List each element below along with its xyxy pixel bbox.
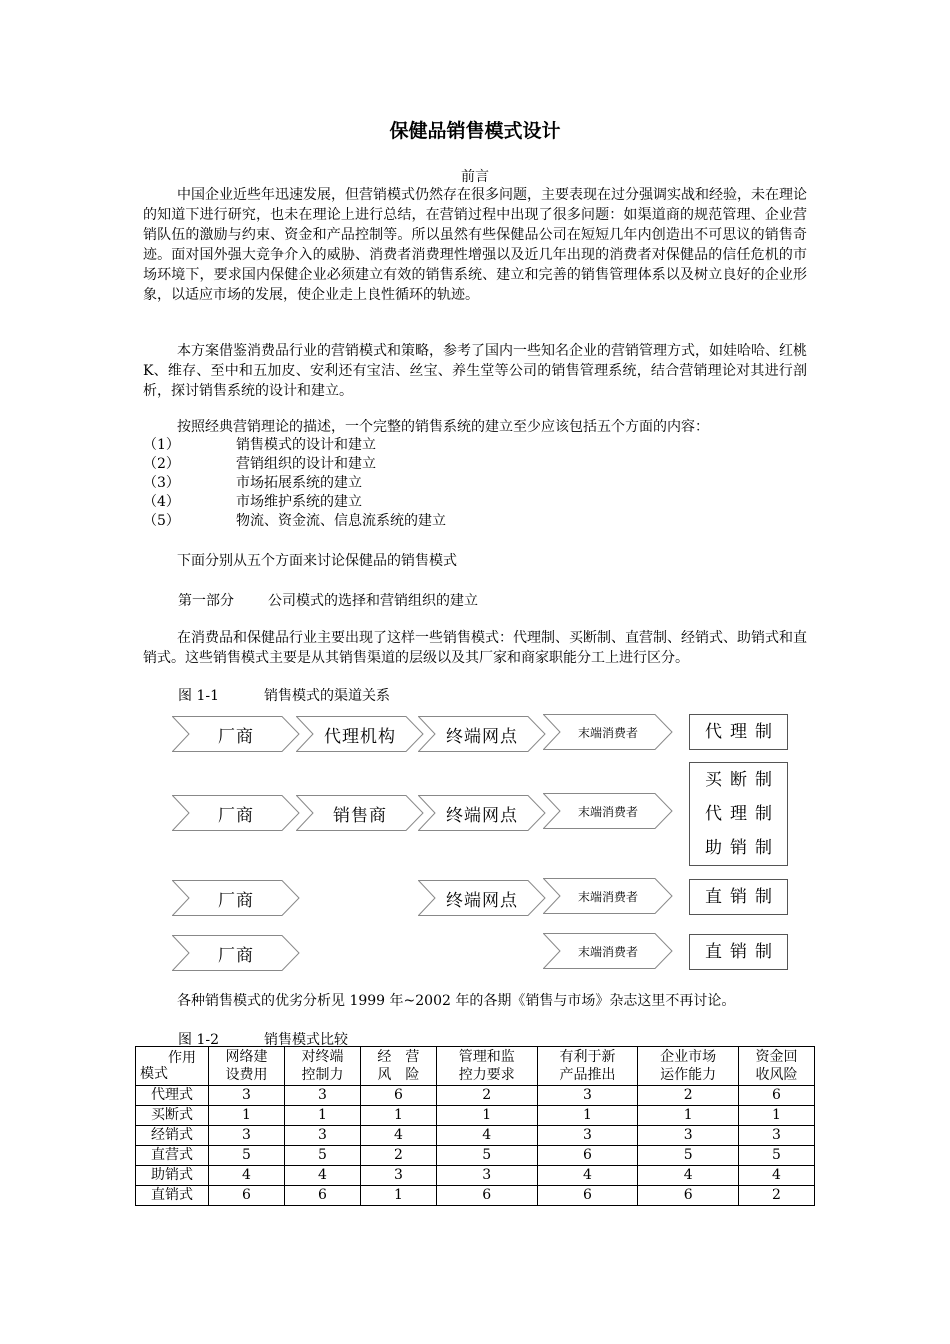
- chevron-label: 末端消费者: [577, 889, 638, 904]
- chevron-label: 代理机构: [324, 726, 396, 747]
- table-cell: 6: [537, 1146, 638, 1166]
- chevron-label: 终端网点: [446, 726, 518, 747]
- chevron-consumer: [543, 878, 673, 914]
- paragraph-reference-text: 各种销售模式的优劣分析见 1999 年~2002 年的各期《销售与市场》杂志这里不再讨论。: [177, 993, 736, 1009]
- table-cell: 2: [739, 1186, 815, 1206]
- table-header: 对终端 控制力: [284, 1047, 360, 1086]
- table-row: [136, 1166, 815, 1186]
- paragraph-reference: [143, 991, 823, 1011]
- paragraph-theory-text: 按照经典营销理论的描述，一个完整的销售系统的建立至少应该包括五个方面的内容：: [177, 419, 709, 435]
- table-cell: 4: [537, 1166, 638, 1186]
- model-label: 直销制: [705, 887, 780, 907]
- table-cell: 1: [360, 1186, 436, 1206]
- table-cell: 3: [537, 1126, 638, 1146]
- figure1-caption: [178, 685, 390, 705]
- list-text: 销售模式的设计和建立: [236, 437, 376, 453]
- chevron-label: 厂商: [218, 945, 254, 966]
- list-item: [143, 455, 376, 474]
- table-cell: 2: [638, 1086, 739, 1106]
- preface-heading: 前言: [461, 169, 489, 185]
- table-cell: 3: [209, 1126, 285, 1146]
- table-cell: 6: [284, 1186, 360, 1206]
- table-cell: 1: [436, 1106, 537, 1126]
- table-cell: 6: [537, 1186, 638, 1206]
- paragraph-approach: [143, 341, 807, 401]
- chevron-terminal: [418, 880, 546, 916]
- row-label: 直营式: [136, 1146, 209, 1166]
- model-label: 买断制: [705, 770, 780, 790]
- list-item: [143, 512, 446, 531]
- table-cell: 4: [360, 1126, 436, 1146]
- model-box-stack: [689, 762, 788, 866]
- table-cell: 5: [739, 1146, 815, 1166]
- chevron-label: 厂商: [218, 726, 254, 747]
- chevron-label: 厂商: [218, 805, 254, 826]
- list-number: （5）: [143, 513, 180, 529]
- table-header: 管理和监 控力要求: [436, 1047, 537, 1086]
- page-title: 保健品销售模式设计: [389, 120, 561, 142]
- section-title: 公司模式的选择和营销组织的建立: [268, 593, 478, 609]
- chevron-consumer: [543, 714, 673, 750]
- table-cell: 6: [638, 1186, 739, 1206]
- table-cell: 6: [436, 1186, 537, 1206]
- paragraph-intro-text: 中国企业近些年迅速发展，但营销模式仍然存在很多问题，主要表现在过分强调实战和经验，未在理论的知道下进行研究，也未在理论上进行总结，在营销过程中出现了很多问题：如渠道商的规范管理、企业营销队伍的激励与约束、资金和产品控制等。所以虽然有些保健品公司在短短几年内创造出不可思议的销售奇迹。面对国外强大竞争介入的威胁、消费者消费理性增强以及近几年出现的消费者对保健品的信任危机的市场环境下，要求国内保健企业必须建立有效的销售系统、建立和完善的销售管理体系以及树立良好的企业形象，以适应市场的发展，使企业走上良性循环的轨迹。: [143, 187, 807, 303]
- chevron-label: 终端网点: [446, 805, 518, 826]
- corner-bottom-label: 模式: [140, 1066, 168, 1082]
- table-row: [136, 1186, 815, 1206]
- table-header: 资金回 收风险: [739, 1047, 815, 1086]
- list-number: （2）: [143, 456, 180, 472]
- chevron-label: 末端消费者: [577, 725, 638, 740]
- chevron-manufacturer: [172, 716, 300, 752]
- paragraph-models-text: 在消费品和保健品行业主要出现了这样一些销售模式：代理制、买断制、直营制、经销式、助销式和直销式。这些销售模式主要是从其销售渠道的层级以及其厂家和商家职能分工上进行区分。: [143, 630, 807, 666]
- table-cell: 1: [209, 1106, 285, 1126]
- list-item: [143, 493, 362, 512]
- table-header: 企业市场 运作能力: [638, 1047, 739, 1086]
- paragraph-approach-text: 本方案借鉴消费品行业的营销模式和策略，参考了国内一些知名企业的营销管理方式，如娃哈哈、红桃K、维存、至中和五加皮、安利还有宝洁、丝宝、养生堂等公司的销售管理系统，结合营销理论对其进行剖析，探讨销售系统的设计和建立。: [143, 343, 807, 399]
- list-number: （3）: [143, 475, 180, 491]
- table-cell: 5: [436, 1146, 537, 1166]
- chevron-agent: [296, 716, 424, 752]
- row-label: 经销式: [136, 1126, 209, 1146]
- table-cell: 3: [209, 1086, 285, 1106]
- table-cell: 3: [537, 1086, 638, 1106]
- chevron-dealer: [296, 795, 424, 831]
- chevron-manufacturer: [172, 795, 300, 831]
- table-cell: 4: [209, 1166, 285, 1186]
- table-cell: 2: [436, 1086, 537, 1106]
- list-text: 市场拓展系统的建立: [236, 475, 362, 491]
- list-text: 市场维护系统的建立: [236, 494, 362, 510]
- table-cell: 5: [209, 1146, 285, 1166]
- table-cell: 6: [360, 1086, 436, 1106]
- list-text: 物流、资金流、信息流系统的建立: [236, 513, 446, 529]
- figure2-title: 销售模式比较: [264, 1032, 348, 1048]
- corner-top-label: 作用: [168, 1050, 196, 1066]
- paragraph-overview-text: 下面分别从五个方面来讨论保健品的销售模式: [177, 553, 457, 569]
- section-label: 第一部分: [178, 593, 234, 609]
- comparison-table: [135, 1046, 815, 1206]
- table-row: [136, 1146, 815, 1166]
- table-header: 经 营 风 险: [360, 1047, 436, 1086]
- list-number: （1）: [143, 437, 180, 453]
- table-cell: 4: [436, 1126, 537, 1146]
- table-cell: 5: [284, 1146, 360, 1166]
- table-cell: 1: [739, 1106, 815, 1126]
- paragraph-overview: [143, 551, 807, 571]
- model-label: 代理制: [705, 722, 780, 742]
- list-text: 营销组织的设计和建立: [236, 456, 376, 472]
- paragraph-intro: [143, 185, 807, 305]
- table-row: [136, 1126, 815, 1146]
- chevron-label: 终端网点: [446, 890, 518, 911]
- chevron-terminal: [418, 795, 546, 831]
- list-number: （4）: [143, 494, 180, 510]
- table-cell: 3: [284, 1086, 360, 1106]
- table-cell: 4: [638, 1166, 739, 1186]
- table-cell: 3: [360, 1166, 436, 1186]
- chevron-manufacturer: [172, 880, 300, 916]
- model-box: [689, 934, 788, 970]
- table-cell: 1: [638, 1106, 739, 1126]
- list-item: [143, 436, 376, 455]
- table-header-row: [136, 1047, 815, 1086]
- table-row: [136, 1086, 815, 1106]
- table-cell: 6: [209, 1186, 285, 1206]
- paragraph-models: [143, 628, 807, 668]
- table-cell: 6: [739, 1086, 815, 1106]
- chevron-consumer: [543, 933, 673, 969]
- table-cell: 1: [537, 1106, 638, 1126]
- table-corner-cell: [136, 1047, 209, 1086]
- section-heading: [178, 590, 478, 610]
- chevron-label: 末端消费者: [577, 944, 638, 959]
- figure1-title: 销售模式的渠道关系: [264, 688, 390, 704]
- model-box: [689, 879, 788, 915]
- model-box: [689, 714, 788, 750]
- table-cell: 2: [360, 1146, 436, 1166]
- table-cell: 4: [739, 1166, 815, 1186]
- row-label: 直销式: [136, 1186, 209, 1206]
- model-label: 代理制: [705, 804, 780, 824]
- table-cell: 3: [739, 1126, 815, 1146]
- table-cell: 3: [436, 1166, 537, 1186]
- table-cell: 1: [360, 1106, 436, 1126]
- chevron-label: 末端消费者: [577, 804, 638, 819]
- row-label: 买断式: [136, 1106, 209, 1126]
- paragraph-theory: [143, 417, 807, 437]
- model-label: 直销制: [705, 942, 780, 962]
- chevron-manufacturer: [172, 935, 300, 971]
- table-row: [136, 1106, 815, 1126]
- figure2-label: 图 1-2: [178, 1032, 219, 1048]
- table-header: 网络建 设费用: [209, 1047, 285, 1086]
- table-header: 有利于新 产品推出: [537, 1047, 638, 1086]
- table-cell: 5: [638, 1146, 739, 1166]
- chevron-label: 厂商: [218, 890, 254, 911]
- table-cell: 1: [284, 1106, 360, 1126]
- table-cell: 4: [284, 1166, 360, 1186]
- figure1-label: 图 1-1: [178, 688, 219, 704]
- chevron-consumer: [543, 793, 673, 829]
- list-item: [143, 474, 362, 493]
- row-label: 助销式: [136, 1166, 209, 1186]
- model-label: 助销制: [705, 838, 780, 858]
- table-cell: 3: [638, 1126, 739, 1146]
- chevron-label: 销售商: [333, 805, 387, 826]
- table-cell: 3: [284, 1126, 360, 1146]
- row-label: 代理式: [136, 1086, 209, 1106]
- chevron-terminal: [418, 716, 546, 752]
